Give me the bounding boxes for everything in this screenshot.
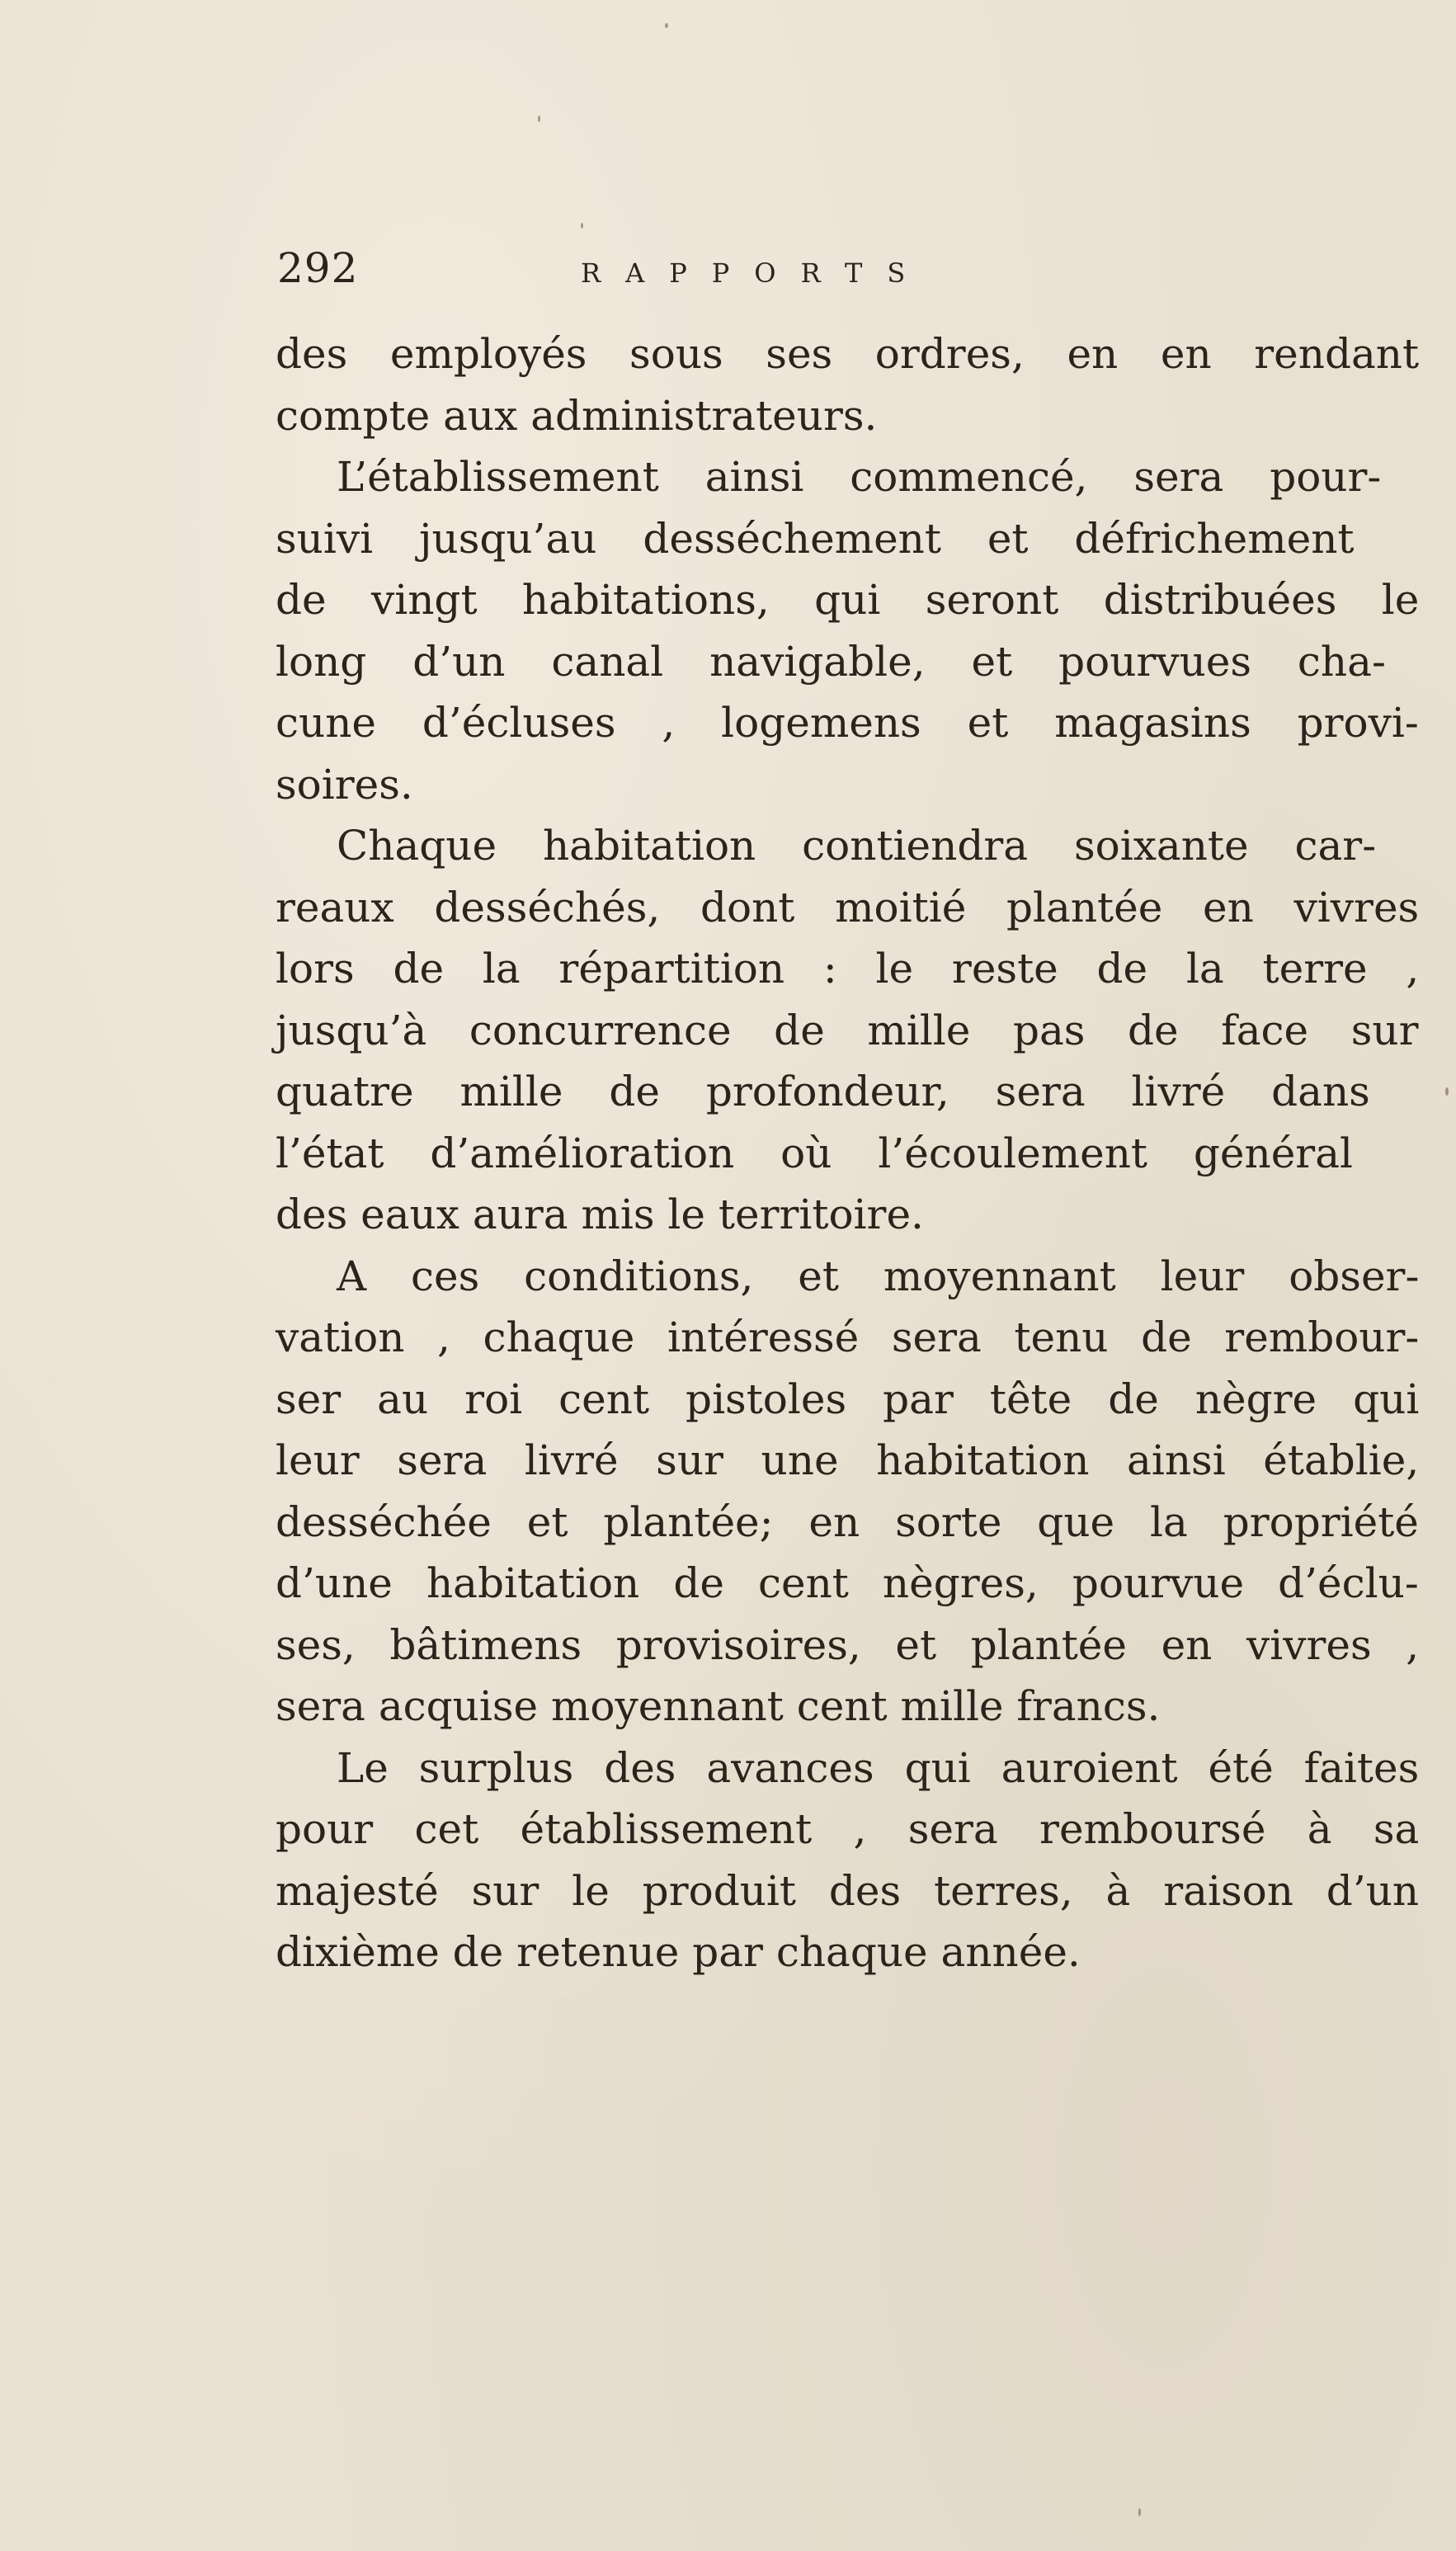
text-line: jusqu’à concurrence de mille pas de face sur [276, 1006, 1419, 1054]
text-line: des employés sous ses ordres, en en rendant [276, 330, 1420, 378]
text-line: compte aux administrateurs. [276, 391, 878, 440]
text-line: long d’un canal navigable, et pourvues cha- [276, 637, 1386, 686]
text-line: Le surplus des avances qui auroient été faites [337, 1743, 1420, 1792]
text-line: de vingt habitations, qui seront distribuées le [276, 576, 1420, 624]
text-line: suivi jusqu’au desséchement et défrichement [276, 514, 1355, 563]
text-line: Chaque habitation contiendra soixante car- [337, 822, 1377, 870]
running-head: RAPPORTS [581, 257, 931, 289]
text-line: A ces conditions, et moyennant leur obser- [337, 1252, 1420, 1300]
text-line: L’établissement ainsi commencé, sera pour- [337, 453, 1382, 501]
text-line: ser au roi cent pistoles par tête de nègre qui [276, 1375, 1420, 1423]
paper-speck [1445, 1087, 1449, 1096]
paper-speck [1138, 2508, 1141, 2516]
text-line: vation , chaque intéressé sera tenu de rembour- [276, 1313, 1420, 1361]
page-number: 292 [277, 244, 359, 292]
text-line: reaux desséchés, dont moitié plantée en vivres [276, 883, 1420, 931]
page-header [277, 244, 1102, 310]
text-line: d’une habitation de cent nègres, pourvue d’éclu- [276, 1559, 1419, 1607]
text-line: leur sera livré sur une habitation ainsi établie, [276, 1436, 1420, 1484]
paper-speck [665, 23, 668, 28]
text-line: desséchée et plantée; en sorte que la propriété [276, 1497, 1419, 1546]
text-line: lors de la répartition : le reste de la terre , [276, 945, 1420, 993]
paper-speck [538, 116, 540, 122]
text-line: quatre mille de profondeur, sera livré dans [276, 1068, 1370, 1115]
text-line: majesté sur le produit des terres, à raison d’un [276, 1866, 1420, 1915]
text-line: l’état d’amélioration où l’écoulement général [276, 1129, 1353, 1177]
text-line: pour cet établissement , sera remboursé à sa [276, 1805, 1420, 1853]
text-line: des eaux aura mis le territoire. [276, 1191, 924, 1238]
text-line: cune d’écluses , logemens et magasins provi- [276, 699, 1419, 747]
text-line: dixième de retenue par chaque année. [276, 1928, 1081, 1976]
text-line: ses, bâtimens provisoires, et plantée en vivres , [276, 1620, 1420, 1669]
text-line: sera acquise moyennant cent mille francs. [276, 1682, 1161, 1730]
body-text [276, 323, 1419, 1983]
paper-speck [581, 223, 583, 229]
text-line: soires. [276, 760, 413, 809]
